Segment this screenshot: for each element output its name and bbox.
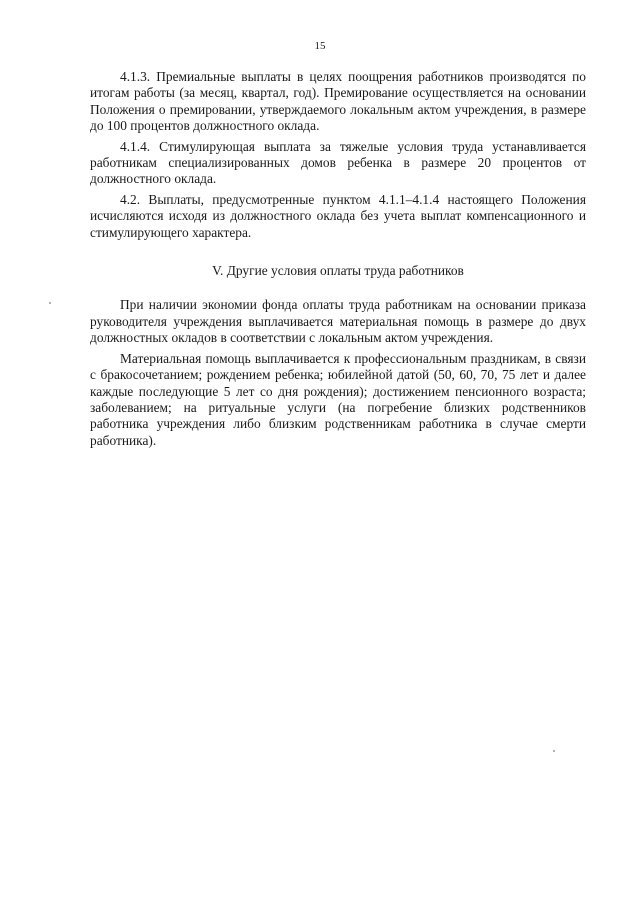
section-title: V. Другие условия оплаты труда работников — [212, 263, 464, 279]
paragraph-4-1-4: 4.1.4. Стимулирующая выплата за тяжелые условия труда устанавливается работникам специализированных домов ребенка в размере 20 процентов от должностного оклада. — [90, 138, 586, 187]
scan-speck — [49, 302, 51, 304]
paragraph-material-aid-occasions: Материальная помощь выплачивается к профессиональным праздникам, в связи с бракосочетанием; рождением ребенка; юбилейной датой (50, 60, 70, 75 лет и далее каждые последующие 5 лет со дня рождения); достижением пенсионного возраста; заболеванием; на ритуальные услуги (на погребение близких родственников работника учреждения либо близким родственникам работника в случае смерти работника). — [90, 350, 586, 448]
paragraph-material-aid-savings: При наличии экономии фонда оплаты труда работникам на основании приказа руководителя учреждения выплачивается материальная помощь в размере до двух должностных окладов в соответствии с локальным актом учреждения. — [90, 297, 586, 346]
page-number: 15 — [314, 40, 326, 52]
document-body — [90, 69, 586, 449]
scan-speck — [553, 750, 555, 752]
paragraph-4-2: 4.2. Выплаты, предусмотренные пунктом 4.1.1–4.1.4 настоящего Положения исчисляются исходя из должностного оклада без учета выплат компенсационного и стимулирующего характера. — [90, 191, 586, 240]
paragraph-4-1-3: 4.1.3. Премиальные выплаты в целях поощрения работников производятся по итогам работы (за месяц, квартал, год). Премирование осуществляется на основании Положения о премировании, утверждаемого локальным актом учреждения, в размере до 100 процентов должностного оклада. — [90, 69, 586, 134]
